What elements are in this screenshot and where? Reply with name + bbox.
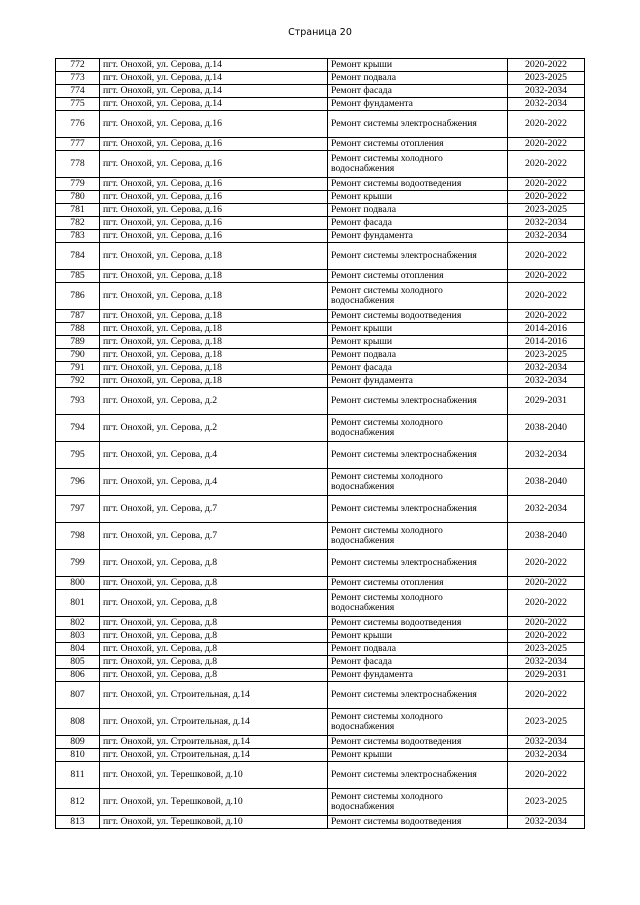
row-work-type: Ремонт системы отопления <box>328 577 508 590</box>
row-number: 776 <box>56 111 100 138</box>
row-number: 791 <box>56 362 100 375</box>
row-number: 772 <box>56 59 100 72</box>
row-work-type: Ремонт системы водоотведения <box>328 617 508 630</box>
table-row <box>56 523 585 550</box>
row-number: 774 <box>56 85 100 98</box>
table-row <box>56 375 585 388</box>
row-number: 807 <box>56 682 100 709</box>
row-number: 781 <box>56 204 100 217</box>
row-work-type: Ремонт системы водоотведения <box>328 310 508 323</box>
row-number: 811 <box>56 762 100 789</box>
row-period: 2032-2034 <box>508 816 585 829</box>
row-address: пгт. Онохой, ул. Серова, д.8 <box>100 656 328 669</box>
row-period: 2020-2022 <box>508 178 585 191</box>
row-number: 805 <box>56 656 100 669</box>
row-address: пгт. Онохой, ул. Серова, д.18 <box>100 323 328 336</box>
table-row <box>56 217 585 230</box>
row-address: пгт. Онохой, ул. Серова, д.18 <box>100 283 328 310</box>
row-work-type: Ремонт системы холодного водоснабжения <box>328 789 508 816</box>
row-work-type: Ремонт фасада <box>328 217 508 230</box>
table-row <box>56 630 585 643</box>
row-address: пгт. Онохой, ул. Серова, д.8 <box>100 617 328 630</box>
row-period: 2020-2022 <box>508 151 585 178</box>
row-address: пгт. Онохой, ул. Строительная, д.14 <box>100 736 328 749</box>
row-work-type: Ремонт крыши <box>328 630 508 643</box>
row-number: 794 <box>56 415 100 442</box>
table-row <box>56 762 585 789</box>
table-row <box>56 283 585 310</box>
table-row <box>56 656 585 669</box>
row-address: пгт. Онохой, ул. Серова, д.18 <box>100 243 328 270</box>
table-row <box>56 577 585 590</box>
row-number: 803 <box>56 630 100 643</box>
table-row <box>56 550 585 577</box>
row-address: пгт. Онохой, ул. Терешковой, д.10 <box>100 789 328 816</box>
table-row <box>56 816 585 829</box>
row-number: 810 <box>56 749 100 762</box>
row-work-type: Ремонт системы электроснабжения <box>328 682 508 709</box>
row-period: 2032-2034 <box>508 85 585 98</box>
row-address: пгт. Онохой, ул. Терешковой, д.10 <box>100 762 328 789</box>
table-row <box>56 111 585 138</box>
row-period: 2020-2022 <box>508 577 585 590</box>
row-work-type: Ремонт системы электроснабжения <box>328 111 508 138</box>
row-work-type: Ремонт системы холодного водоснабжения <box>328 523 508 550</box>
row-period: 2020-2022 <box>508 138 585 151</box>
row-work-type: Ремонт системы холодного водоснабжения <box>328 590 508 617</box>
row-period: 2014-2016 <box>508 323 585 336</box>
row-work-type: Ремонт системы водоотведения <box>328 736 508 749</box>
row-period: 2023-2025 <box>508 709 585 736</box>
table-row <box>56 362 585 375</box>
row-number: 812 <box>56 789 100 816</box>
row-period: 2023-2025 <box>508 72 585 85</box>
row-number: 797 <box>56 496 100 523</box>
row-work-type: Ремонт подвала <box>328 204 508 217</box>
table-row <box>56 204 585 217</box>
table-row <box>56 270 585 283</box>
row-number: 782 <box>56 217 100 230</box>
table-row <box>56 243 585 270</box>
row-address: пгт. Онохой, ул. Серова, д.8 <box>100 550 328 577</box>
table-row <box>56 72 585 85</box>
row-work-type: Ремонт системы холодного водоснабжения <box>328 709 508 736</box>
row-period: 2038-2040 <box>508 469 585 496</box>
table-row <box>56 749 585 762</box>
row-period: 2020-2022 <box>508 310 585 323</box>
table-row <box>56 736 585 749</box>
row-period: 2020-2022 <box>508 191 585 204</box>
row-address: пгт. Онохой, ул. Серова, д.18 <box>100 362 328 375</box>
row-address: пгт. Онохой, ул. Серова, д.8 <box>100 643 328 656</box>
table-row <box>56 59 585 72</box>
row-address: пгт. Онохой, ул. Серова, д.16 <box>100 204 328 217</box>
row-number: 792 <box>56 375 100 388</box>
row-address: пгт. Онохой, ул. Серова, д.8 <box>100 577 328 590</box>
row-address: пгт. Онохой, ул. Серова, д.14 <box>100 59 328 72</box>
row-number: 813 <box>56 816 100 829</box>
row-number: 801 <box>56 590 100 617</box>
row-number: 793 <box>56 388 100 415</box>
table-row <box>56 230 585 243</box>
table-row <box>56 151 585 178</box>
row-period: 2038-2040 <box>508 523 585 550</box>
row-period: 2032-2034 <box>508 217 585 230</box>
row-number: 783 <box>56 230 100 243</box>
table-row <box>56 138 585 151</box>
row-period: 2029-2031 <box>508 388 585 415</box>
row-work-type: Ремонт системы холодного водоснабжения <box>328 151 508 178</box>
table-body <box>56 59 585 829</box>
row-number: 809 <box>56 736 100 749</box>
row-period: 2032-2034 <box>508 230 585 243</box>
row-address: пгт. Онохой, ул. Серова, д.4 <box>100 469 328 496</box>
row-period: 2029-2031 <box>508 669 585 682</box>
row-number: 799 <box>56 550 100 577</box>
row-address: пгт. Онохой, ул. Серова, д.7 <box>100 523 328 550</box>
table-row <box>56 178 585 191</box>
row-period: 2020-2022 <box>508 243 585 270</box>
row-work-type: Ремонт фасада <box>328 362 508 375</box>
table-row <box>56 709 585 736</box>
row-number: 796 <box>56 469 100 496</box>
row-work-type: Ремонт системы холодного водоснабжения <box>328 415 508 442</box>
row-address: пгт. Онохой, ул. Серова, д.18 <box>100 336 328 349</box>
row-work-type: Ремонт фундамента <box>328 230 508 243</box>
row-number: 778 <box>56 151 100 178</box>
row-work-type: Ремонт системы отопления <box>328 270 508 283</box>
row-address: пгт. Онохой, ул. Серова, д.16 <box>100 111 328 138</box>
row-work-type: Ремонт подвала <box>328 643 508 656</box>
row-number: 788 <box>56 323 100 336</box>
row-work-type: Ремонт крыши <box>328 323 508 336</box>
row-work-type: Ремонт фасада <box>328 656 508 669</box>
row-number: 795 <box>56 442 100 469</box>
row-work-type: Ремонт крыши <box>328 336 508 349</box>
row-address: пгт. Онохой, ул. Серова, д.16 <box>100 138 328 151</box>
row-period: 2020-2022 <box>508 550 585 577</box>
row-number: 806 <box>56 669 100 682</box>
row-address: пгт. Онохой, ул. Серова, д.2 <box>100 415 328 442</box>
row-address: пгт. Онохой, ул. Строительная, д.14 <box>100 682 328 709</box>
row-work-type: Ремонт системы электроснабжения <box>328 550 508 577</box>
row-work-type: Ремонт фундамента <box>328 98 508 111</box>
row-work-type: Ремонт системы электроснабжения <box>328 496 508 523</box>
row-period: 2020-2022 <box>508 111 585 138</box>
row-number: 775 <box>56 98 100 111</box>
row-number: 779 <box>56 178 100 191</box>
table-row <box>56 310 585 323</box>
table-row <box>56 496 585 523</box>
table-row <box>56 789 585 816</box>
row-work-type: Ремонт фундамента <box>328 375 508 388</box>
row-work-type: Ремонт крыши <box>328 59 508 72</box>
row-address: пгт. Онохой, ул. Строительная, д.14 <box>100 709 328 736</box>
table-row <box>56 191 585 204</box>
row-address: пгт. Онохой, ул. Серова, д.2 <box>100 388 328 415</box>
row-period: 2032-2034 <box>508 736 585 749</box>
row-address: пгт. Онохой, ул. Серова, д.16 <box>100 217 328 230</box>
row-address: пгт. Онохой, ул. Серова, д.7 <box>100 496 328 523</box>
row-work-type: Ремонт фундамента <box>328 669 508 682</box>
row-period: 2023-2025 <box>508 349 585 362</box>
row-address: пгт. Онохой, ул. Серова, д.14 <box>100 85 328 98</box>
row-period: 2032-2034 <box>508 656 585 669</box>
table-row <box>56 415 585 442</box>
table-row <box>56 323 585 336</box>
row-address: пгт. Онохой, ул. Серова, д.18 <box>100 270 328 283</box>
row-address: пгт. Онохой, ул. Серова, д.16 <box>100 191 328 204</box>
row-work-type: Ремонт фасада <box>328 85 508 98</box>
row-work-type: Ремонт системы электроснабжения <box>328 388 508 415</box>
row-period: 2020-2022 <box>508 59 585 72</box>
row-number: 808 <box>56 709 100 736</box>
table-row <box>56 643 585 656</box>
row-number: 800 <box>56 577 100 590</box>
row-period: 2023-2025 <box>508 204 585 217</box>
table-row <box>56 469 585 496</box>
row-period: 2038-2040 <box>508 415 585 442</box>
row-period: 2032-2034 <box>508 442 585 469</box>
row-period: 2020-2022 <box>508 762 585 789</box>
row-work-type: Ремонт крыши <box>328 749 508 762</box>
table-row <box>56 617 585 630</box>
row-number: 785 <box>56 270 100 283</box>
row-work-type: Ремонт системы отопления <box>328 138 508 151</box>
table-row <box>56 669 585 682</box>
row-period: 2020-2022 <box>508 617 585 630</box>
table-row <box>56 442 585 469</box>
row-period: 2020-2022 <box>508 630 585 643</box>
row-number: 790 <box>56 349 100 362</box>
row-number: 802 <box>56 617 100 630</box>
row-work-type: Ремонт системы холодного водоснабжения <box>328 469 508 496</box>
table-row <box>56 85 585 98</box>
row-address: пгт. Онохой, ул. Серова, д.14 <box>100 98 328 111</box>
row-number: 780 <box>56 191 100 204</box>
table-row <box>56 590 585 617</box>
row-period: 2032-2034 <box>508 98 585 111</box>
row-address: пгт. Онохой, ул. Серова, д.18 <box>100 375 328 388</box>
row-number: 786 <box>56 283 100 310</box>
row-period: 2023-2025 <box>508 789 585 816</box>
row-address: пгт. Онохой, ул. Серова, д.8 <box>100 590 328 617</box>
table-row <box>56 682 585 709</box>
row-number: 773 <box>56 72 100 85</box>
row-address: пгт. Онохой, ул. Строительная, д.14 <box>100 749 328 762</box>
row-address: пгт. Онохой, ул. Серова, д.4 <box>100 442 328 469</box>
row-address: пгт. Онохой, ул. Серова, д.8 <box>100 669 328 682</box>
row-number: 789 <box>56 336 100 349</box>
row-period: 2020-2022 <box>508 590 585 617</box>
row-work-type: Ремонт системы электроснабжения <box>328 243 508 270</box>
row-work-type: Ремонт крыши <box>328 191 508 204</box>
row-period: 2023-2025 <box>508 643 585 656</box>
row-address: пгт. Онохой, ул. Серова, д.16 <box>100 151 328 178</box>
row-period: 2020-2022 <box>508 283 585 310</box>
row-work-type: Ремонт системы водоотведения <box>328 178 508 191</box>
row-number: 798 <box>56 523 100 550</box>
repair-schedule-table <box>55 58 585 829</box>
row-period: 2020-2022 <box>508 682 585 709</box>
row-work-type: Ремонт системы водоотведения <box>328 816 508 829</box>
row-number: 804 <box>56 643 100 656</box>
row-number: 784 <box>56 243 100 270</box>
table-row <box>56 98 585 111</box>
row-work-type: Ремонт подвала <box>328 72 508 85</box>
row-address: пгт. Онохой, ул. Серова, д.14 <box>100 72 328 85</box>
table-row <box>56 388 585 415</box>
row-address: пгт. Онохой, ул. Серова, д.16 <box>100 230 328 243</box>
row-period: 2032-2034 <box>508 749 585 762</box>
row-work-type: Ремонт системы электроснабжения <box>328 442 508 469</box>
row-period: 2032-2034 <box>508 362 585 375</box>
row-period: 2032-2034 <box>508 496 585 523</box>
row-work-type: Ремонт системы электроснабжения <box>328 762 508 789</box>
row-number: 777 <box>56 138 100 151</box>
row-address: пгт. Онохой, ул. Серова, д.18 <box>100 310 328 323</box>
row-address: пгт. Онохой, ул. Терешковой, д.10 <box>100 816 328 829</box>
row-period: 2020-2022 <box>508 270 585 283</box>
row-period: 2014-2016 <box>508 336 585 349</box>
row-period: 2032-2034 <box>508 375 585 388</box>
table-row <box>56 336 585 349</box>
row-address: пгт. Онохой, ул. Серова, д.18 <box>100 349 328 362</box>
row-number: 787 <box>56 310 100 323</box>
page-header: Страница 20 <box>288 27 352 38</box>
row-address: пгт. Онохой, ул. Серова, д.8 <box>100 630 328 643</box>
row-address: пгт. Онохой, ул. Серова, д.16 <box>100 178 328 191</box>
row-work-type: Ремонт системы холодного водоснабжения <box>328 283 508 310</box>
table-row <box>56 349 585 362</box>
row-work-type: Ремонт подвала <box>328 349 508 362</box>
